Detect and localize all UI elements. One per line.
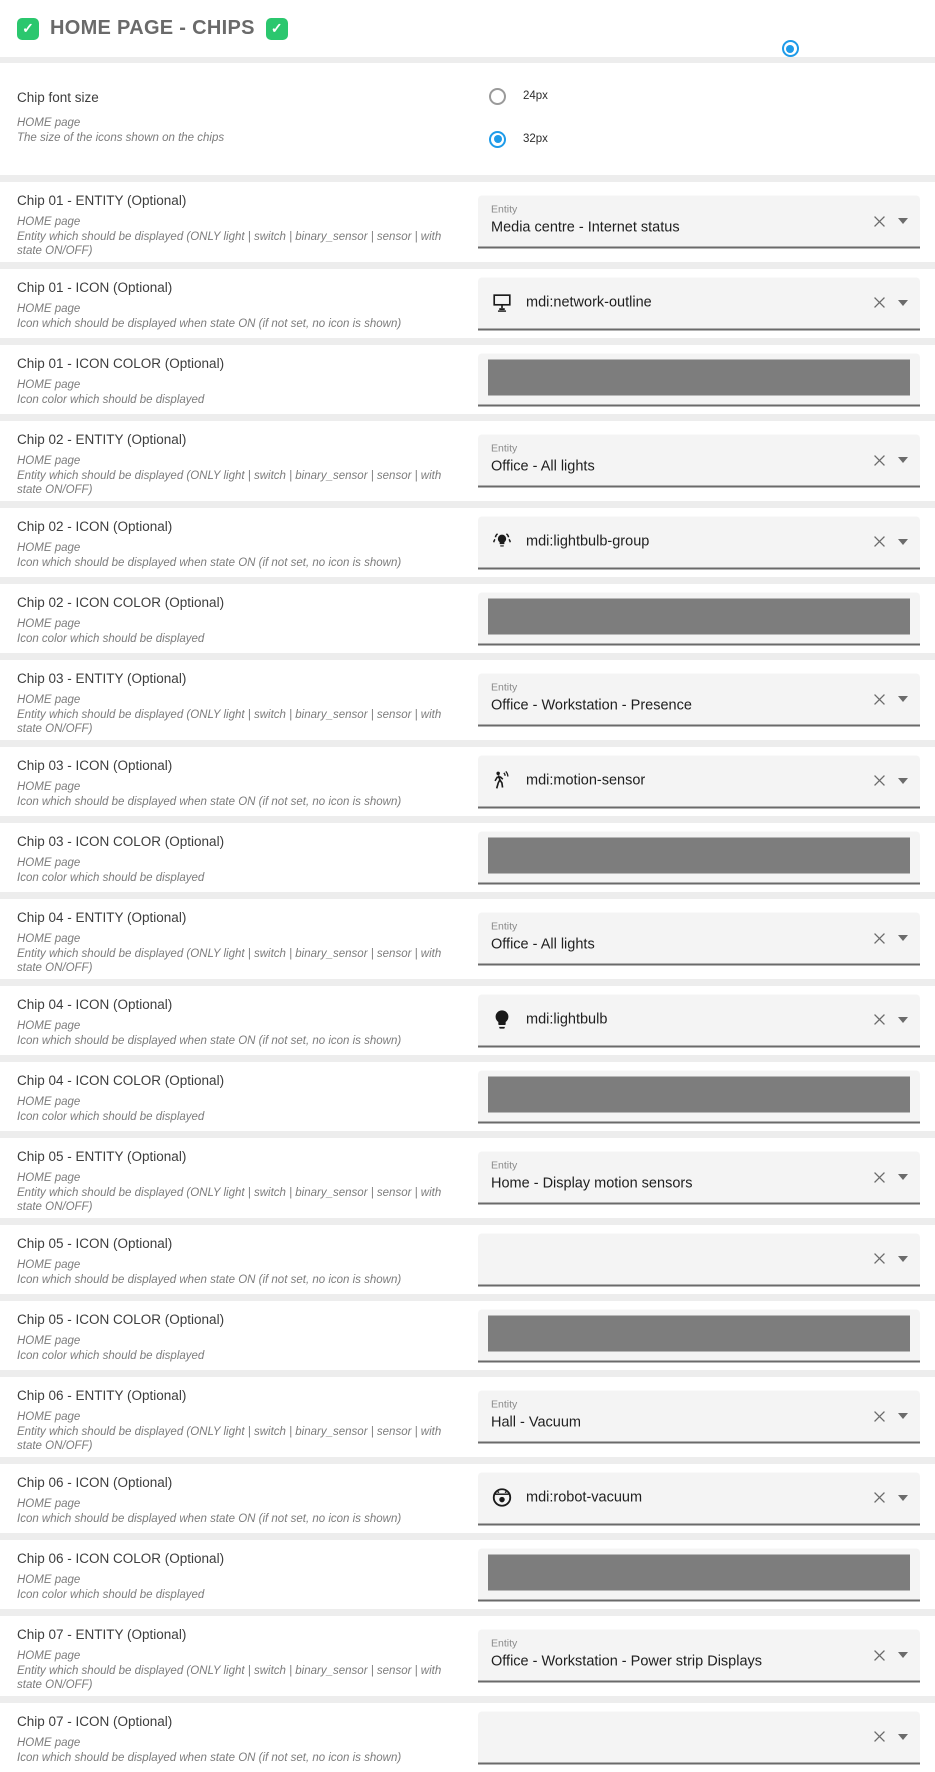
row-description: Icon color which should be displayed [17, 393, 205, 406]
row-title: Chip 03 - ICON COLOR (Optional) [17, 834, 225, 849]
settings-row [0, 508, 935, 577]
row-subtitle: HOME page [17, 1172, 81, 1184]
row-title: Chip 02 - ICON COLOR (Optional) [17, 595, 225, 610]
field-value: Home - Display motion sensors [491, 1175, 693, 1192]
input-field[interactable] [478, 1391, 920, 1444]
option-32px [489, 130, 548, 148]
chevron-down-icon[interactable] [898, 300, 908, 306]
input-field[interactable] [478, 674, 920, 727]
mdi-motion-sensor-icon [491, 770, 513, 792]
settings-row [0, 421, 935, 501]
settings-row [0, 345, 935, 414]
row-subtitle: HOME page [17, 1259, 81, 1271]
row-description: Icon which should be displayed when state ON (if not set, no icon is shown) [17, 1512, 402, 1525]
header-radio-selected[interactable] [782, 40, 799, 57]
settings-row [0, 1377, 935, 1457]
chevron-down-icon[interactable] [898, 1256, 908, 1262]
clear-icon[interactable] [871, 930, 888, 947]
settings-row [0, 1301, 935, 1370]
row-title: Chip 05 - ICON (Optional) [17, 1236, 173, 1251]
mdi-lightbulb-icon [491, 1009, 513, 1031]
row-text [17, 519, 449, 570]
clear-icon[interactable] [871, 452, 888, 469]
chevron-down-icon[interactable] [898, 1413, 908, 1419]
row-title: Chip 02 - ENTITY (Optional) [17, 432, 187, 447]
row-title: Chip 01 - ICON (Optional) [17, 280, 173, 295]
settings-row [0, 1703, 935, 1764]
chevron-down-icon[interactable] [898, 539, 908, 545]
row-subtitle: HOME page [17, 379, 81, 391]
row-text [17, 280, 449, 331]
input-field[interactable] [478, 1070, 920, 1123]
clear-icon[interactable] [871, 1728, 888, 1745]
input-field[interactable] [478, 1152, 920, 1205]
field-label: Entity [491, 442, 518, 455]
field-value: Office - All lights [491, 936, 595, 953]
input-field[interactable] [478, 353, 920, 406]
row-title: Chip 01 - ICON COLOR (Optional) [17, 356, 225, 371]
mdi-network-outline-icon [491, 292, 513, 314]
field-label: Entity [491, 1159, 518, 1172]
row-subtitle: HOME page [17, 781, 81, 793]
color-swatch[interactable] [488, 1554, 910, 1590]
row-text [17, 910, 449, 976]
radio-label: 32px [523, 133, 548, 145]
row-title: Chip 05 - ICON COLOR (Optional) [17, 1312, 225, 1327]
settings-row [0, 747, 935, 816]
clear-icon[interactable] [871, 1647, 888, 1664]
row-description: Entity which should be displayed (ONLY light | switch | binary_sensor | sensor | with state ON/OFF) [17, 947, 442, 974]
input-field[interactable] [478, 592, 920, 645]
row-subtitle: HOME page [17, 857, 81, 869]
section-header [0, 0, 935, 57]
field-value: Office - Workstation - Presence [491, 697, 692, 714]
row-title: Chip 06 - ICON COLOR (Optional) [17, 1551, 225, 1566]
chevron-down-icon[interactable] [898, 696, 908, 702]
color-swatch[interactable] [488, 837, 910, 873]
row-description: Icon color which should be displayed [17, 1110, 205, 1123]
input-field[interactable] [478, 994, 920, 1047]
check-mark-icon: ✓ [266, 18, 288, 40]
row-text [17, 834, 449, 885]
row-text [17, 193, 449, 259]
chip-font-size-section [0, 63, 935, 175]
settings-row [0, 1540, 935, 1609]
row-text [17, 1475, 449, 1526]
row-subtitle: HOME page [17, 1574, 81, 1586]
row-text [17, 1236, 449, 1287]
clear-icon[interactable] [871, 1408, 888, 1425]
row-text [17, 997, 449, 1048]
row-title: Chip 03 - ENTITY (Optional) [17, 671, 187, 686]
input-field[interactable] [478, 831, 920, 884]
input-field[interactable] [478, 1630, 920, 1683]
input-field[interactable] [478, 1472, 920, 1525]
field-value: Office - All lights [491, 458, 595, 475]
chevron-down-icon[interactable] [898, 1174, 908, 1180]
row-description: Icon color which should be displayed [17, 1588, 205, 1601]
setting-description: The size of the icons shown on the chips [17, 131, 225, 144]
color-swatch[interactable] [488, 598, 910, 634]
color-swatch[interactable] [488, 359, 910, 395]
color-swatch[interactable] [488, 1076, 910, 1112]
row-description: Entity which should be displayed (ONLY light | switch | binary_sensor | sensor | with state ON/OFF) [17, 469, 442, 496]
row-text [17, 432, 449, 498]
row-description: Icon which should be displayed when state ON (if not set, no icon is shown) [17, 1273, 402, 1286]
input-field[interactable] [478, 516, 920, 569]
field-value: mdi:lightbulb [526, 1011, 608, 1028]
check-mark-icon: ✓ [17, 18, 39, 40]
settings-row [0, 182, 935, 262]
rows [0, 182, 935, 1764]
field-label: Entity [491, 1398, 518, 1411]
field-label: Entity [491, 1637, 518, 1650]
row-description: Icon which should be displayed when state ON (if not set, no icon is shown) [17, 1751, 402, 1764]
row-text [17, 758, 449, 809]
row-subtitle: HOME page [17, 1096, 81, 1108]
settings-row [0, 1225, 935, 1294]
row-title: Chip 04 - ICON COLOR (Optional) [17, 1073, 225, 1088]
clear-icon[interactable] [871, 1489, 888, 1506]
row-description: Icon color which should be displayed [17, 632, 205, 645]
row-subtitle: HOME page [17, 455, 81, 467]
chevron-down-icon[interactable] [898, 457, 908, 463]
row-description: Icon which should be displayed when state ON (if not set, no icon is shown) [17, 795, 402, 808]
row-description: Icon color which should be displayed [17, 871, 205, 884]
font-size-options [489, 87, 548, 173]
input-field[interactable] [478, 277, 920, 330]
row-subtitle: HOME page [17, 694, 81, 706]
chevron-down-icon[interactable] [898, 1017, 908, 1023]
setting-title: Chip font size [17, 90, 99, 105]
row-title: Chip 02 - ICON (Optional) [17, 519, 173, 534]
clear-icon[interactable] [871, 294, 888, 311]
clear-icon[interactable] [871, 1250, 888, 1267]
clear-icon[interactable] [871, 1011, 888, 1028]
settings-row [0, 660, 935, 740]
row-subtitle: HOME page [17, 542, 81, 554]
row-subtitle: HOME page [17, 1020, 81, 1032]
row-description: Icon which should be displayed when state ON (if not set, no icon is shown) [17, 317, 402, 330]
row-title: Chip 05 - ENTITY (Optional) [17, 1149, 187, 1164]
settings-row [0, 823, 935, 892]
field-value: Hall - Vacuum [491, 1414, 581, 1431]
chevron-down-icon[interactable] [898, 1734, 908, 1740]
chevron-down-icon[interactable] [898, 778, 908, 784]
row-title: Chip 03 - ICON (Optional) [17, 758, 173, 773]
row-subtitle: HOME page [17, 1335, 81, 1347]
row-text [17, 595, 449, 646]
row-title: Chip 04 - ICON (Optional) [17, 997, 173, 1012]
field-value: Office - Workstation - Power strip Displays [491, 1653, 763, 1670]
input-field[interactable] [478, 435, 920, 488]
clear-icon[interactable] [871, 1169, 888, 1186]
mdi-robot-vacuum-icon [491, 1487, 513, 1509]
radio-32px[interactable] [489, 131, 506, 148]
row-text [17, 1551, 449, 1602]
row-text [17, 1312, 449, 1363]
settings-row [0, 986, 935, 1055]
input-field[interactable] [478, 1548, 920, 1601]
field-value: Media centre - Internet status [491, 219, 680, 236]
clear-icon[interactable] [871, 691, 888, 708]
chevron-down-icon[interactable] [898, 218, 908, 224]
chevron-down-icon[interactable] [898, 1652, 908, 1658]
field-label: Entity [491, 203, 518, 216]
row-text [17, 1149, 449, 1215]
row-title: Chip 07 - ENTITY (Optional) [17, 1627, 187, 1642]
settings-row [0, 1138, 935, 1218]
clear-icon[interactable] [871, 772, 888, 789]
row-description: Entity which should be displayed (ONLY light | switch | binary_sensor | sensor | with state ON/OFF) [17, 1425, 442, 1452]
option-24px [489, 87, 548, 105]
settings-row [0, 269, 935, 338]
field-value: mdi:motion-sensor [526, 772, 646, 789]
row-description: Entity which should be displayed (ONLY light | switch | binary_sensor | sensor | with state ON/OFF) [17, 230, 442, 257]
field-label: Entity [491, 920, 518, 933]
row-text [17, 1627, 449, 1693]
row-description: Icon which should be displayed when state ON (if not set, no icon is shown) [17, 556, 402, 569]
input-field[interactable] [478, 913, 920, 966]
chevron-down-icon[interactable] [898, 935, 908, 941]
settings-row [0, 899, 935, 979]
settings-row [0, 1062, 935, 1131]
radio-label: 24px [523, 90, 548, 102]
row-description: Entity which should be displayed (ONLY light | switch | binary_sensor | sensor | with state ON/OFF) [17, 1186, 442, 1213]
input-field[interactable] [478, 755, 920, 808]
row-subtitle: HOME page [17, 1411, 81, 1423]
row-text [17, 356, 449, 407]
row-subtitle: HOME page [17, 1650, 81, 1662]
row-description: Icon which should be displayed when state ON (if not set, no icon is shown) [17, 1034, 402, 1047]
row-text [17, 671, 449, 737]
chevron-down-icon[interactable] [898, 1495, 908, 1501]
clear-icon[interactable] [871, 533, 888, 550]
row-subtitle: HOME page [17, 933, 81, 945]
input-field[interactable] [478, 196, 920, 249]
row-description: Entity which should be displayed (ONLY light | switch | binary_sensor | sensor | with state ON/OFF) [17, 708, 442, 735]
field-value: mdi:network-outline [526, 294, 652, 311]
row-title: Chip 07 - ICON (Optional) [17, 1714, 173, 1729]
input-field[interactable] [478, 1711, 920, 1764]
mdi-lightbulb-group-icon [491, 531, 513, 553]
row-subtitle: HOME page [17, 1737, 81, 1749]
input-field[interactable] [478, 1309, 920, 1362]
field-value: mdi:lightbulb-group [526, 533, 650, 550]
row-title: Chip 04 - ENTITY (Optional) [17, 910, 187, 925]
row-text [17, 1714, 449, 1765]
row-subtitle: HOME page [17, 303, 81, 315]
input-field[interactable] [478, 1233, 920, 1286]
setting-subtitle: HOME page [17, 117, 81, 129]
settings-row [0, 584, 935, 653]
row-text [17, 1073, 449, 1124]
row-text [17, 1388, 449, 1454]
settings-row [0, 1616, 935, 1696]
radio-24px[interactable] [489, 88, 506, 105]
page-title: HOME PAGE - CHIPS [50, 17, 255, 39]
field-label: Entity [491, 681, 518, 694]
row-subtitle: HOME page [17, 216, 81, 228]
clear-icon[interactable] [871, 213, 888, 230]
row-subtitle: HOME page [17, 1498, 81, 1510]
row-title: Chip 06 - ICON (Optional) [17, 1475, 173, 1490]
field-value: mdi:robot-vacuum [526, 1489, 643, 1506]
row-subtitle: HOME page [17, 618, 81, 630]
row-description: Icon color which should be displayed [17, 1349, 205, 1362]
row-title: Chip 01 - ENTITY (Optional) [17, 193, 187, 208]
row-description: Entity which should be displayed (ONLY light | switch | binary_sensor | sensor | with state ON/OFF) [17, 1664, 442, 1691]
row-title: Chip 06 - ENTITY (Optional) [17, 1388, 187, 1403]
color-swatch[interactable] [488, 1315, 910, 1351]
settings-row [0, 1464, 935, 1533]
